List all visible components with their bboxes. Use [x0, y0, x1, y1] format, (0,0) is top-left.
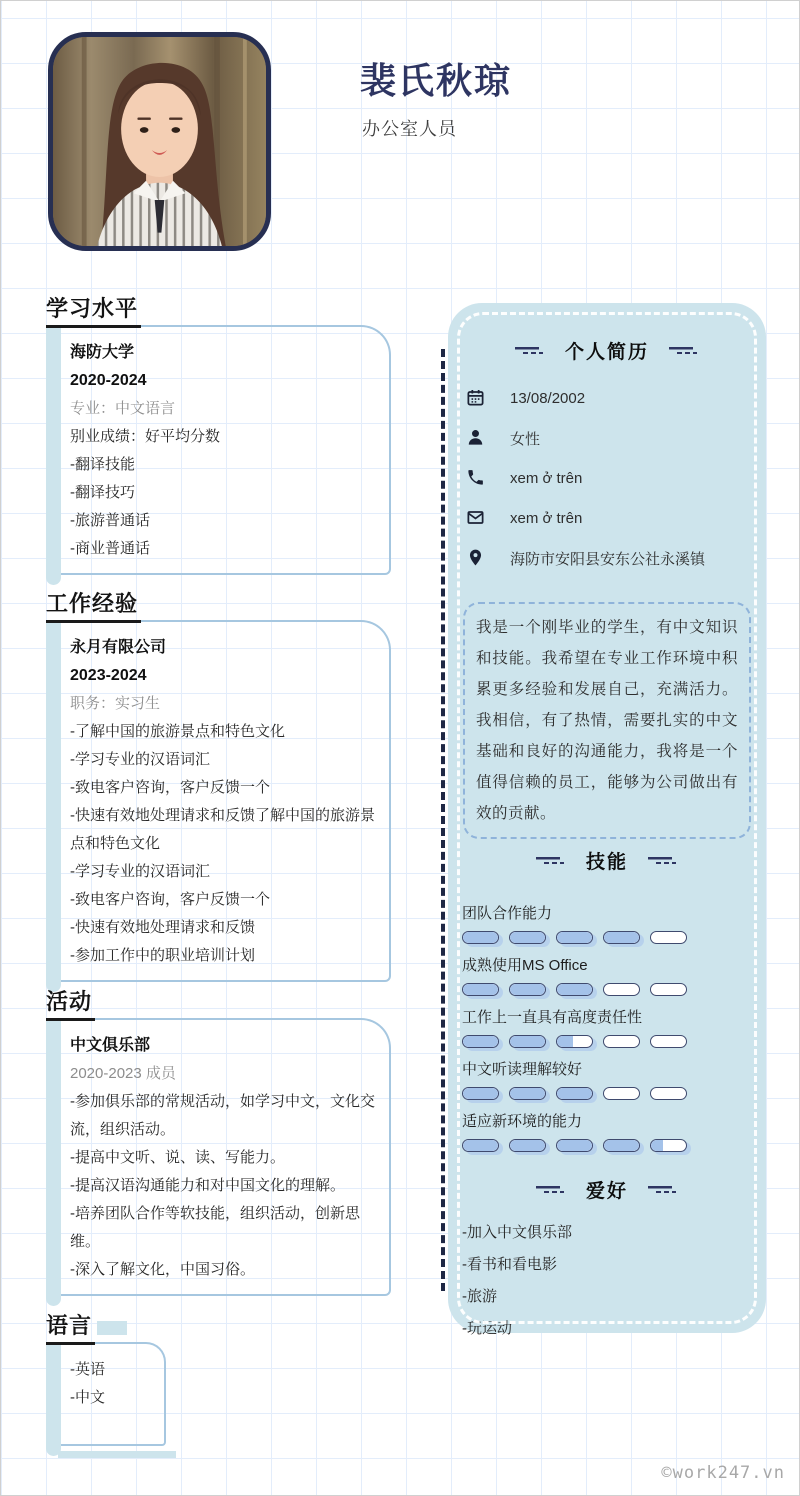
skill-pill	[462, 1139, 499, 1152]
profile-panel	[448, 303, 766, 1337]
skill-pill	[556, 1087, 593, 1100]
skills-heading	[462, 847, 752, 874]
panel-left-dashed-accent	[441, 349, 445, 1291]
skill-level-meter	[462, 1087, 752, 1100]
education-major: 专业：中文语言	[70, 400, 176, 417]
contact-value: xem ở trên	[510, 469, 583, 487]
skill-pill	[462, 931, 499, 944]
skill-pill	[462, 1035, 499, 1048]
card-bottom-accent	[58, 1451, 176, 1458]
card-accent-bar	[46, 622, 61, 992]
skill-pill	[462, 1087, 499, 1100]
profile-heading-label: 个人简历	[564, 342, 649, 363]
section-activities	[46, 985, 391, 1296]
company-name: 永月有限公司	[70, 639, 167, 656]
education-period: 2020-2024	[70, 372, 147, 389]
heading-accent-block	[97, 1321, 127, 1335]
section-education	[46, 292, 391, 575]
activities-details	[70, 1088, 377, 1284]
dash-decoration-icon	[534, 1185, 568, 1194]
detail-line: -翻译技巧	[70, 484, 135, 501]
hobby-line: -旅游	[462, 1288, 497, 1305]
detail-line: -致电客户咨询，客户反馈一个	[70, 891, 270, 908]
hobby-line: -玩运动	[462, 1320, 512, 1337]
site-watermark: ©work247.vn	[661, 1463, 785, 1483]
skills-list	[462, 902, 752, 1152]
skills-heading-label: 技能	[585, 852, 628, 873]
profile-heading	[462, 337, 752, 364]
skill-pill	[650, 1139, 687, 1152]
detail-line: -了解中国的旅游景点和特色文化	[70, 723, 285, 740]
section-experience	[46, 587, 391, 982]
skill-pill	[509, 1035, 546, 1048]
skill-pill	[556, 1035, 593, 1048]
candidate-name: 裴氏秋琼	[360, 60, 513, 101]
skill-pill	[462, 983, 499, 996]
detail-line: -快速有效地处理请求和反馈了解中国的旅游景点和特色文化	[70, 807, 375, 852]
skill-level-meter	[462, 983, 752, 996]
skill-pill	[509, 983, 546, 996]
hobby-line: -加入中文俱乐部	[462, 1224, 572, 1241]
skill-pill	[509, 931, 546, 944]
skill-pill	[650, 983, 687, 996]
hobbies-heading-label: 爱好	[585, 1181, 628, 1202]
skill-level-meter	[462, 1139, 752, 1152]
detail-line: -参加俱乐部的常规活动，如学习中文，文化交流，组织活动。	[70, 1093, 375, 1138]
skill-pill	[650, 931, 687, 944]
detail-line: -提高汉语沟通能力和对中国文化的理解。	[70, 1177, 345, 1194]
person-icon	[466, 428, 486, 448]
hobbies-heading	[462, 1176, 752, 1203]
dash-decoration-icon	[646, 856, 680, 865]
dash-decoration-icon	[667, 346, 701, 355]
self-summary: 我是一个刚毕业的学生，有中文知识和技能。我希望在专业工作环境中积累更多经验和发展自己，充满活力。我相信，有了热情，需要扎实的中文基础和良好的沟通能力，我将是一个值得信赖的员工，能够为公司做出有效的贡献。	[463, 602, 751, 839]
section-heading: 工作经验	[46, 587, 141, 623]
skill-pill	[556, 931, 593, 944]
contact-row	[462, 538, 752, 578]
detail-line: -快速有效地处理请求和反馈	[70, 919, 255, 936]
candidate-job-title: 办公室人员	[362, 119, 457, 139]
section-languages	[46, 1309, 266, 1458]
school-name: 海防大学	[70, 344, 135, 361]
detail-line: -深入了解文化，中国习俗。	[70, 1261, 255, 1278]
card-accent-bar	[46, 1020, 61, 1306]
activities-period: 2020-2023 成员	[70, 1065, 176, 1082]
location-icon	[466, 548, 486, 568]
detail-line: -参加工作中的职业培训计划	[70, 947, 255, 964]
dash-decoration-icon	[534, 856, 568, 865]
experience-card	[46, 620, 391, 982]
card-accent-bar	[46, 327, 61, 585]
skill-label: 成熟使用MS Office	[462, 957, 588, 974]
dash-decoration-icon	[646, 1185, 680, 1194]
phone-icon	[466, 468, 486, 488]
experience-role: 职务：实习生	[70, 695, 161, 712]
contact-row	[462, 418, 752, 458]
skill-item	[462, 1058, 752, 1100]
dash-decoration-icon	[513, 346, 547, 355]
skill-item	[462, 1006, 752, 1048]
skill-label: 团队合作能力	[462, 905, 553, 922]
contact-list	[462, 378, 752, 578]
detail-line: -学习专业的汉语词汇	[70, 751, 210, 768]
skill-pill	[603, 1139, 640, 1152]
hobby-line: -看书和看电影	[462, 1256, 557, 1273]
profile-photo	[48, 32, 271, 251]
skill-pill	[603, 931, 640, 944]
skill-pill	[603, 1035, 640, 1048]
skill-pill	[650, 1087, 687, 1100]
portrait-illustration	[53, 37, 266, 246]
detail-line: -提高中文听、说、读、写能力。	[70, 1149, 285, 1166]
contact-row	[462, 378, 752, 418]
language-line: -中文	[70, 1389, 105, 1406]
envelope-icon	[466, 508, 486, 528]
contact-value: 海防市安阳县安东公社永溪镇	[510, 550, 706, 568]
skill-pill	[509, 1139, 546, 1152]
detail-line: -商业普通话	[70, 540, 150, 557]
languages-card	[46, 1342, 166, 1446]
contact-value: 女性	[510, 430, 541, 448]
experience-details	[70, 718, 377, 970]
skill-pill	[556, 983, 593, 996]
detail-line: -翻译技能	[70, 456, 135, 473]
detail-line: -致电客户咨询，客户反馈一个	[70, 779, 270, 796]
skill-pill	[650, 1035, 687, 1048]
detail-line: -培养团队合作等软技能，组织活动，创新思维。	[70, 1205, 360, 1250]
skill-item	[462, 1110, 752, 1152]
detail-line: -学习专业的汉语词汇	[70, 863, 210, 880]
section-heading: 活动	[46, 985, 95, 1021]
skill-label: 中文听读理解较好	[462, 1061, 583, 1078]
activities-card	[46, 1018, 391, 1296]
skill-label: 适应新环境的能力	[462, 1113, 583, 1130]
education-details	[70, 423, 377, 563]
contact-value: xem ở trên	[510, 509, 583, 527]
section-heading: 学习水平	[46, 292, 141, 328]
contact-value: 13/08/2002	[510, 389, 586, 407]
hobbies-list	[462, 1217, 752, 1345]
skill-level-meter	[462, 931, 752, 944]
section-heading: 语言	[46, 1309, 95, 1345]
skill-item	[462, 902, 752, 944]
education-card	[46, 325, 391, 575]
experience-period: 2023-2024	[70, 667, 147, 684]
detail-line: 别业成绩：好平均分数	[70, 428, 221, 445]
skill-pill	[509, 1087, 546, 1100]
skill-pill	[603, 983, 640, 996]
calendar-icon	[466, 388, 486, 408]
skill-label: 工作上一直具有高度责任性	[462, 1009, 643, 1026]
skill-item	[462, 954, 752, 996]
contact-row	[462, 458, 752, 498]
language-line: -英语	[70, 1361, 105, 1378]
skill-level-meter	[462, 1035, 752, 1048]
club-name: 中文俱乐部	[70, 1037, 151, 1054]
skill-pill	[603, 1087, 640, 1100]
card-accent-bar	[46, 1344, 61, 1456]
skill-pill	[556, 1139, 593, 1152]
language-list	[70, 1356, 152, 1412]
detail-line: -旅游普通话	[70, 512, 150, 529]
contact-row	[462, 498, 752, 538]
